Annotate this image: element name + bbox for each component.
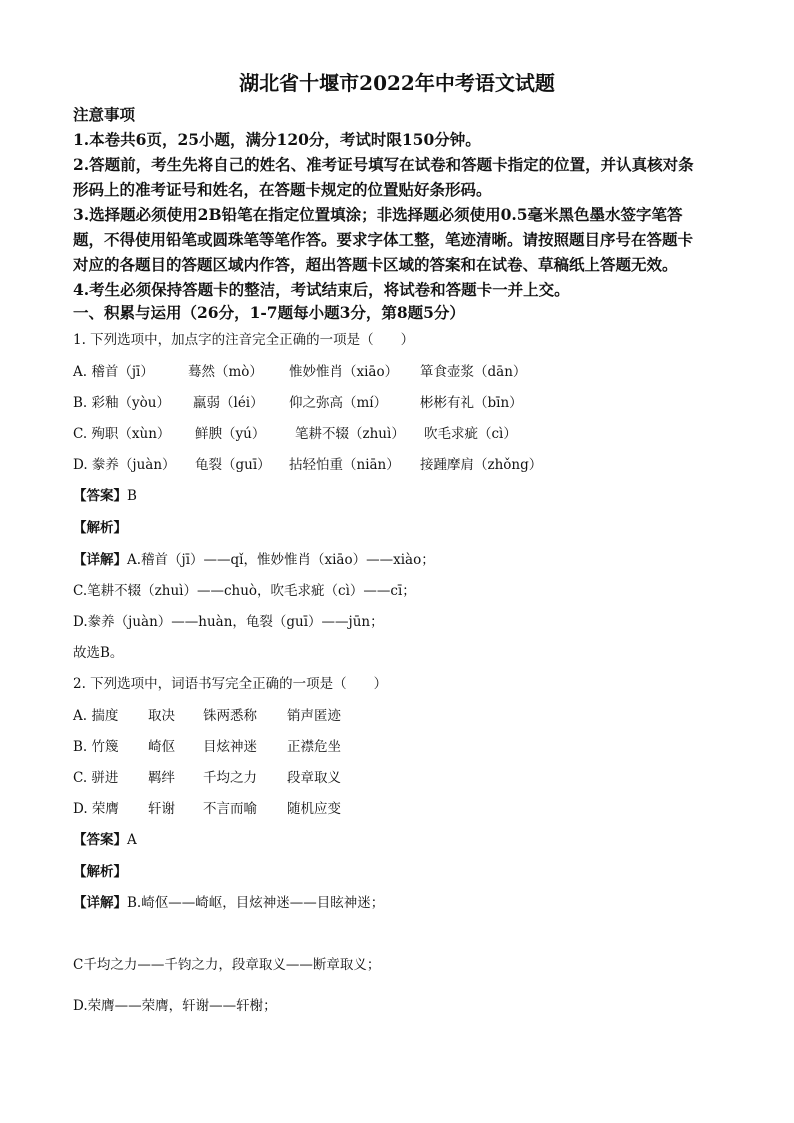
option-text: 笔耕不辍（zhuì） <box>295 426 405 442</box>
option-text: 取决 <box>148 708 175 724</box>
detail-text: B.崎伛——崎岖，目炫神迷——目眩神迷； <box>127 895 385 911</box>
option-text: 箪食壶浆（dān） <box>420 364 527 380</box>
option-text: 惟妙惟肖（xiāo） <box>289 364 399 380</box>
answer-line <box>73 830 137 850</box>
option-text: D. 豢养（juàn） <box>73 457 176 473</box>
notice-item: 题，不得使用铅笔或圆珠笔等笔作答。要求字体工整，笔迹清晰。请按照题目序号在答题卡 <box>73 230 694 249</box>
option-text: 吹毛求疵（cì） <box>424 426 517 442</box>
question-stem: 1. 下列选项中，加点字的注音完全正确的一项是（ ） <box>73 332 415 348</box>
notice-item: 2.答题前，考生先将自己的姓名、准考证号填写在试卷和答题卡指定的位置，并认真核对条 <box>73 155 694 174</box>
option-text: 羸弱（léi） <box>193 395 264 411</box>
detail-line <box>73 893 384 913</box>
detail-text: A.稽首（jī）——qǐ，惟妙惟肖（xiāo）——xiào； <box>127 552 435 568</box>
option-text: 龟裂（guī） <box>195 457 271 473</box>
notice-item: 形码上的准考证号和姓名，在答题卡规定的位置贴好条形码。 <box>73 180 492 199</box>
option-text: 目炫神迷 <box>203 739 257 755</box>
option-text: 崎伛 <box>148 739 175 755</box>
analysis-tag: 【解析】 <box>73 864 127 880</box>
detail-line: C.笔耕不辍（zhuì）——chuò，吹毛求疵（cì）——cī； <box>73 583 416 599</box>
option-text: 拈轻怕重（niān） <box>289 457 400 473</box>
detail-line <box>73 550 435 570</box>
option-text: C. 殉职（xùn） <box>73 426 171 442</box>
detail-line: C千均之力——千钧之力，段章取义——断章取义； <box>73 957 381 973</box>
option-text: A. 稽首（jī） <box>73 364 154 380</box>
notice-item: 4.考生必须保持答题卡的整洁，考试结束后，将试卷和答题卡一并上交。 <box>73 280 570 299</box>
answer-line <box>73 486 137 506</box>
option-text: 正襟危坐 <box>287 739 341 755</box>
option-text: 鲜腴（yú） <box>195 426 266 442</box>
page-title: 湖北省十堰市2022年中考语文试题 <box>239 71 555 95</box>
section-heading: 一、积累与运用（26分，1-7题每小题3分，第8题5分） <box>73 303 465 322</box>
option-text: 蓦然（mò） <box>188 364 263 380</box>
option-text: 轩谢 <box>148 801 175 817</box>
analysis-tag: 【解析】 <box>73 520 127 536</box>
option-text: A. 揣度 <box>73 708 119 724</box>
answer-value: A <box>127 832 137 848</box>
answer-tag: 【答案】 <box>73 832 127 848</box>
option-text: 彬彬有礼（bīn） <box>420 395 523 411</box>
notice-item: 对应的各题目的答题区域内作答，超出答题卡区域的答案和在试卷、草稿纸上答题无效。 <box>73 255 678 274</box>
option-text: D. 荣膺 <box>73 801 119 817</box>
option-text: 仰之弥高（mí） <box>289 395 388 411</box>
option-text: B. 彩釉（yòu） <box>73 395 170 411</box>
notice-item: 3.选择题必须使用2B铅笔在指定位置填涂；非选择题必须使用0.5毫米黑色墨水签字笔答 <box>73 205 683 224</box>
notice-item: 1.本卷共6页，25小题，满分120分，考试时限150分钟。 <box>73 130 481 149</box>
detail-line: D.豢养（juàn）——huàn，龟裂（guī）——jūn； <box>73 614 384 630</box>
detail-tag: 【详解】 <box>73 895 127 911</box>
answer-value: B <box>127 488 137 504</box>
option-text: 接踵摩肩（zhǒng） <box>420 457 543 473</box>
option-text: 随机应变 <box>287 801 341 817</box>
detail-line: 故选B。 <box>73 645 124 661</box>
notice-heading: 注意事项 <box>73 105 136 124</box>
option-text: 段章取义 <box>287 770 341 786</box>
detail-line: D.荣膺——荣膺，轩谢——轩榭； <box>73 998 277 1014</box>
option-text: B. 竹篾 <box>73 739 119 755</box>
option-text: 羁绊 <box>148 770 175 786</box>
option-text: 千均之力 <box>203 770 257 786</box>
detail-tag: 【详解】 <box>73 552 127 568</box>
option-text: 铢两悉称 <box>203 708 257 724</box>
question-stem: 2. 下列选项中，词语书写完全正确的一项是（ ） <box>73 676 388 692</box>
option-text: 销声匿迹 <box>287 708 341 724</box>
option-text: C. 骈进 <box>73 770 119 786</box>
option-text: 不言而喻 <box>203 801 257 817</box>
answer-tag: 【答案】 <box>73 488 127 504</box>
